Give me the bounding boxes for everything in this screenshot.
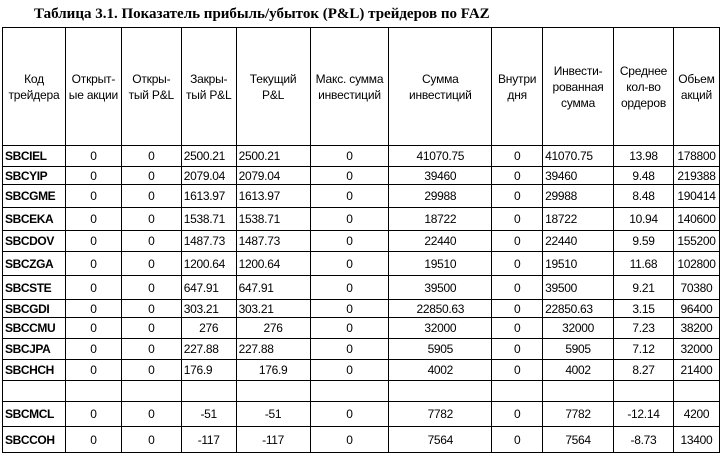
col-header-trader-code: Код трейдера xyxy=(3,28,66,146)
trader-code: SBCCOH xyxy=(3,427,66,453)
cell: 1487.73 xyxy=(236,231,310,252)
col-header-max-investment: Макс. сумма инвестиций xyxy=(310,28,389,146)
cell: 7782 xyxy=(389,402,492,427)
cell: -8.73 xyxy=(614,427,674,453)
cell: 647.91 xyxy=(181,276,236,300)
table-row xyxy=(3,146,720,167)
cell: 7.23 xyxy=(614,318,674,339)
table-row xyxy=(3,185,720,208)
cell: 190414 xyxy=(673,185,719,208)
cell: 22440 xyxy=(543,231,614,252)
trader-code: SBCEKA xyxy=(3,208,66,231)
cell: 29988 xyxy=(389,185,492,208)
cell: 176.9 xyxy=(236,360,310,381)
cell: 2500.21 xyxy=(181,146,236,167)
cell: 0 xyxy=(121,208,181,231)
cell: 21400 xyxy=(673,360,719,381)
cell: 276 xyxy=(236,318,310,339)
cell: 0 xyxy=(65,252,121,276)
cell: 38200 xyxy=(673,318,719,339)
cell: 0 xyxy=(65,402,121,427)
cell: 1613.97 xyxy=(181,185,236,208)
cell: 0 xyxy=(121,402,181,427)
trader-code: SBCIEL xyxy=(3,146,66,167)
cell: 0 xyxy=(121,339,181,360)
cell: 0 xyxy=(310,208,389,231)
header-row xyxy=(3,28,720,146)
cell: 8.27 xyxy=(614,360,674,381)
cell: 19510 xyxy=(389,252,492,276)
cell: 0 xyxy=(65,208,121,231)
cell: 0 xyxy=(121,167,181,185)
cell: 7782 xyxy=(543,402,614,427)
cell: 9.59 xyxy=(614,231,674,252)
cell: 155200 xyxy=(673,231,719,252)
cell: 9.48 xyxy=(614,167,674,185)
cell: 41070.75 xyxy=(543,146,614,167)
cell: 0 xyxy=(492,318,543,339)
cell: 647.91 xyxy=(236,276,310,300)
cell: 1200.64 xyxy=(181,252,236,276)
col-header-investment-sum: Сумма инвестиций xyxy=(389,28,492,146)
cell: 0 xyxy=(492,252,543,276)
cell: 7.12 xyxy=(614,339,674,360)
cell: 0 xyxy=(310,185,389,208)
cell: 0 xyxy=(310,231,389,252)
cell: 5905 xyxy=(543,339,614,360)
cell: 0 xyxy=(65,231,121,252)
cell: 0 xyxy=(65,360,121,381)
cell: 70380 xyxy=(673,276,719,300)
cell: 22850.63 xyxy=(543,300,614,318)
trader-code: SBCGDI xyxy=(3,300,66,318)
cell: 39500 xyxy=(389,276,492,300)
cell: 0 xyxy=(492,208,543,231)
cell: 0 xyxy=(310,276,389,300)
cell: 0 xyxy=(310,402,389,427)
col-header-share-volume: Обьем акций xyxy=(673,28,719,146)
cell: 0 xyxy=(492,300,543,318)
cell: 1200.64 xyxy=(236,252,310,276)
cell: 7564 xyxy=(389,427,492,453)
cell: 0 xyxy=(492,231,543,252)
cell: 1538.71 xyxy=(181,208,236,231)
cell: 0 xyxy=(492,360,543,381)
cell: 0 xyxy=(310,146,389,167)
cell: 219388 xyxy=(673,167,719,185)
cell: 39460 xyxy=(389,167,492,185)
cell: 0 xyxy=(492,276,543,300)
cell: 41070.75 xyxy=(389,146,492,167)
table-row xyxy=(3,276,720,300)
cell: 227.88 xyxy=(181,339,236,360)
cell: 0 xyxy=(65,167,121,185)
table-row xyxy=(3,252,720,276)
table-row xyxy=(3,360,720,381)
table-row xyxy=(3,231,720,252)
table-row xyxy=(3,427,720,453)
col-header-closed-pl: Закры-тый P&L xyxy=(181,28,236,146)
cell: 10.94 xyxy=(614,208,674,231)
cell: 4200 xyxy=(673,402,719,427)
cell: 1487.73 xyxy=(181,231,236,252)
spacer-row xyxy=(3,381,720,402)
trader-code: SBCYIP xyxy=(3,167,66,185)
cell: 32000 xyxy=(389,318,492,339)
cell: 0 xyxy=(65,185,121,208)
cell: 0 xyxy=(310,252,389,276)
table-row xyxy=(3,339,720,360)
table-row xyxy=(3,208,720,231)
cell: 303.21 xyxy=(181,300,236,318)
cell: 18722 xyxy=(389,208,492,231)
cell: 0 xyxy=(310,167,389,185)
col-header-current-pl: Текущий P&L xyxy=(236,28,310,146)
cell: 32000 xyxy=(543,318,614,339)
cell: 276 xyxy=(181,318,236,339)
cell: 0 xyxy=(492,146,543,167)
cell: 1538.71 xyxy=(236,208,310,231)
col-header-intraday: Внутри дня xyxy=(492,28,543,146)
cell: 1613.97 xyxy=(236,185,310,208)
cell: 4002 xyxy=(543,360,614,381)
cell: 96400 xyxy=(673,300,719,318)
cell: 0 xyxy=(310,427,389,453)
cell: 19510 xyxy=(543,252,614,276)
pl-table xyxy=(2,27,720,453)
cell: 0 xyxy=(310,360,389,381)
col-header-avg-orders: Среднее кол-во ордеров xyxy=(614,28,674,146)
cell: -51 xyxy=(181,402,236,427)
trader-code: SBCCMU xyxy=(3,318,66,339)
cell: 0 xyxy=(121,146,181,167)
table-caption: Таблица 3.1. Показатель прибыль/убыток (P&L) трейдеров по FAZ xyxy=(34,6,490,22)
cell: 0 xyxy=(492,185,543,208)
cell: 0 xyxy=(310,318,389,339)
cell: 18722 xyxy=(543,208,614,231)
cell: 0 xyxy=(310,339,389,360)
trader-code: SBCJPA xyxy=(3,339,66,360)
cell: 0 xyxy=(492,427,543,453)
trader-code: SBCZGA xyxy=(3,252,66,276)
cell: 0 xyxy=(65,427,121,453)
col-header-invested-amount: Инвести-рованная сумма xyxy=(543,28,614,146)
cell: -117 xyxy=(236,427,310,453)
cell: 39500 xyxy=(543,276,614,300)
cell: 13400 xyxy=(673,427,719,453)
cell: 0 xyxy=(121,185,181,208)
cell: 39460 xyxy=(543,167,614,185)
cell: -117 xyxy=(181,427,236,453)
cell: 2500.21 xyxy=(236,146,310,167)
cell: 0 xyxy=(121,252,181,276)
cell: 8.48 xyxy=(614,185,674,208)
cell: 3.15 xyxy=(614,300,674,318)
cell: -12.14 xyxy=(614,402,674,427)
trader-code: SBCGME xyxy=(3,185,66,208)
cell: 178800 xyxy=(673,146,719,167)
cell: 22440 xyxy=(389,231,492,252)
trader-code: SBCSTE xyxy=(3,276,66,300)
cell: 303.21 xyxy=(236,300,310,318)
cell: 0 xyxy=(65,276,121,300)
table-row xyxy=(3,167,720,185)
cell: 0 xyxy=(492,339,543,360)
cell: 22850.63 xyxy=(389,300,492,318)
trader-code: SBCHCH xyxy=(3,360,66,381)
table-row xyxy=(3,318,720,339)
cell: 29988 xyxy=(543,185,614,208)
cell: 0 xyxy=(121,360,181,381)
cell: 4002 xyxy=(389,360,492,381)
cell: 0 xyxy=(121,231,181,252)
cell: 11.68 xyxy=(614,252,674,276)
cell: 0 xyxy=(492,402,543,427)
col-header-open-pl: Откры-тый P&L xyxy=(121,28,181,146)
cell: 0 xyxy=(310,300,389,318)
cell: 0 xyxy=(121,318,181,339)
cell: 2079.04 xyxy=(181,167,236,185)
cell: 0 xyxy=(121,427,181,453)
cell: 0 xyxy=(492,167,543,185)
cell: 0 xyxy=(121,276,181,300)
cell: 227.88 xyxy=(236,339,310,360)
trader-code: SBCDOV xyxy=(3,231,66,252)
cell: 32000 xyxy=(673,339,719,360)
cell: 5905 xyxy=(389,339,492,360)
table-row xyxy=(3,402,720,427)
col-header-open-shares: Открыт-ые акции xyxy=(65,28,121,146)
cell: 13.98 xyxy=(614,146,674,167)
cell: 0 xyxy=(65,300,121,318)
cell: 102800 xyxy=(673,252,719,276)
cell: 9.21 xyxy=(614,276,674,300)
cell: 0 xyxy=(121,300,181,318)
trader-code: SBCMCL xyxy=(3,402,66,427)
cell: 0 xyxy=(65,146,121,167)
table-row xyxy=(3,300,720,318)
cell: 176.9 xyxy=(181,360,236,381)
cell: 2079.04 xyxy=(236,167,310,185)
cell: 140600 xyxy=(673,208,719,231)
cell: 0 xyxy=(65,318,121,339)
cell: 0 xyxy=(65,339,121,360)
cell: -51 xyxy=(236,402,310,427)
cell: 7564 xyxy=(543,427,614,453)
